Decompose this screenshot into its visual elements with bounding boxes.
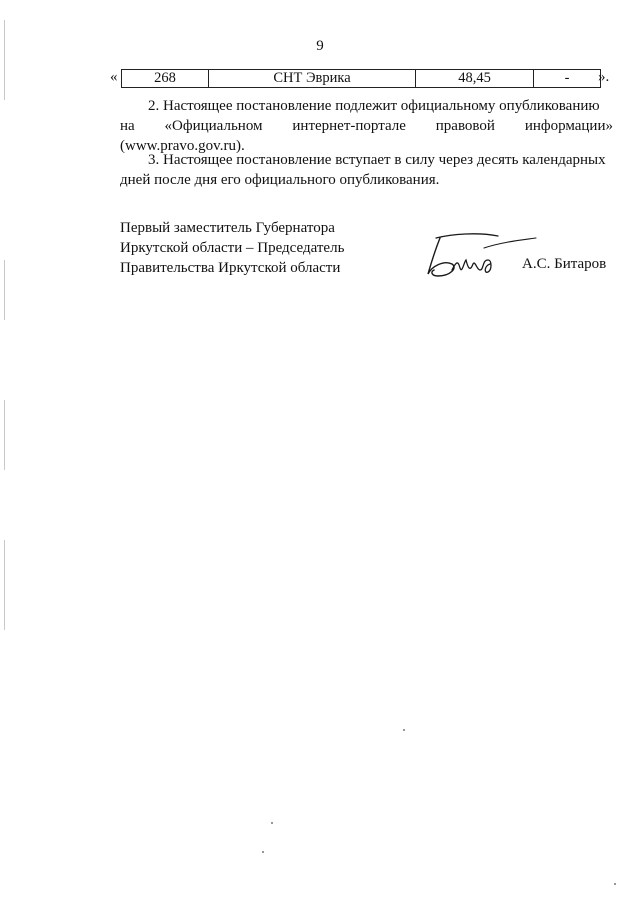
row-number-cell: 268 [122,70,209,88]
table-row [122,70,601,88]
signer-name: А.С. Битаров [522,256,607,272]
scan-speck [403,729,405,731]
paragraph-entry-line-1: 3. Настоящее постановление вступает в силу через десять календарных [148,152,606,168]
row-area-cell: 48,45 [416,70,534,88]
row-extra-cell: - [534,70,601,88]
scan-speck [271,822,273,824]
opening-quote: « [110,69,118,85]
scan-speck [262,851,264,853]
scan-margin-mark [4,20,5,100]
paragraph-publication-line-1: 2. Настоящее постановление подлежит официальному опубликованию [148,98,600,114]
paragraph-publication-line-2: на «Официальном интернет-портале правовой информации» [120,118,613,134]
handwritten-signature [418,226,538,286]
scan-margin-mark [4,260,5,320]
closing-quote: ». [598,69,610,85]
territory-table [121,69,601,88]
paragraph-publication-line-3: (www.pravo.gov.ru). [120,138,245,154]
row-name-cell: СНТ Эврика [209,70,416,88]
paragraph-publication [120,96,613,156]
signer-title: Первый заместитель Губернатора Иркутской области – Председатель Правительства Иркутской области [120,220,345,276]
scan-speck [614,883,616,885]
page-number: 9 [316,38,324,54]
paragraph-entry-into-force [120,150,613,190]
scan-margin-mark [4,400,5,470]
paragraph-entry-line-2: дней после дня его официального опубликования. [120,172,440,188]
scan-margin-mark [4,540,5,630]
